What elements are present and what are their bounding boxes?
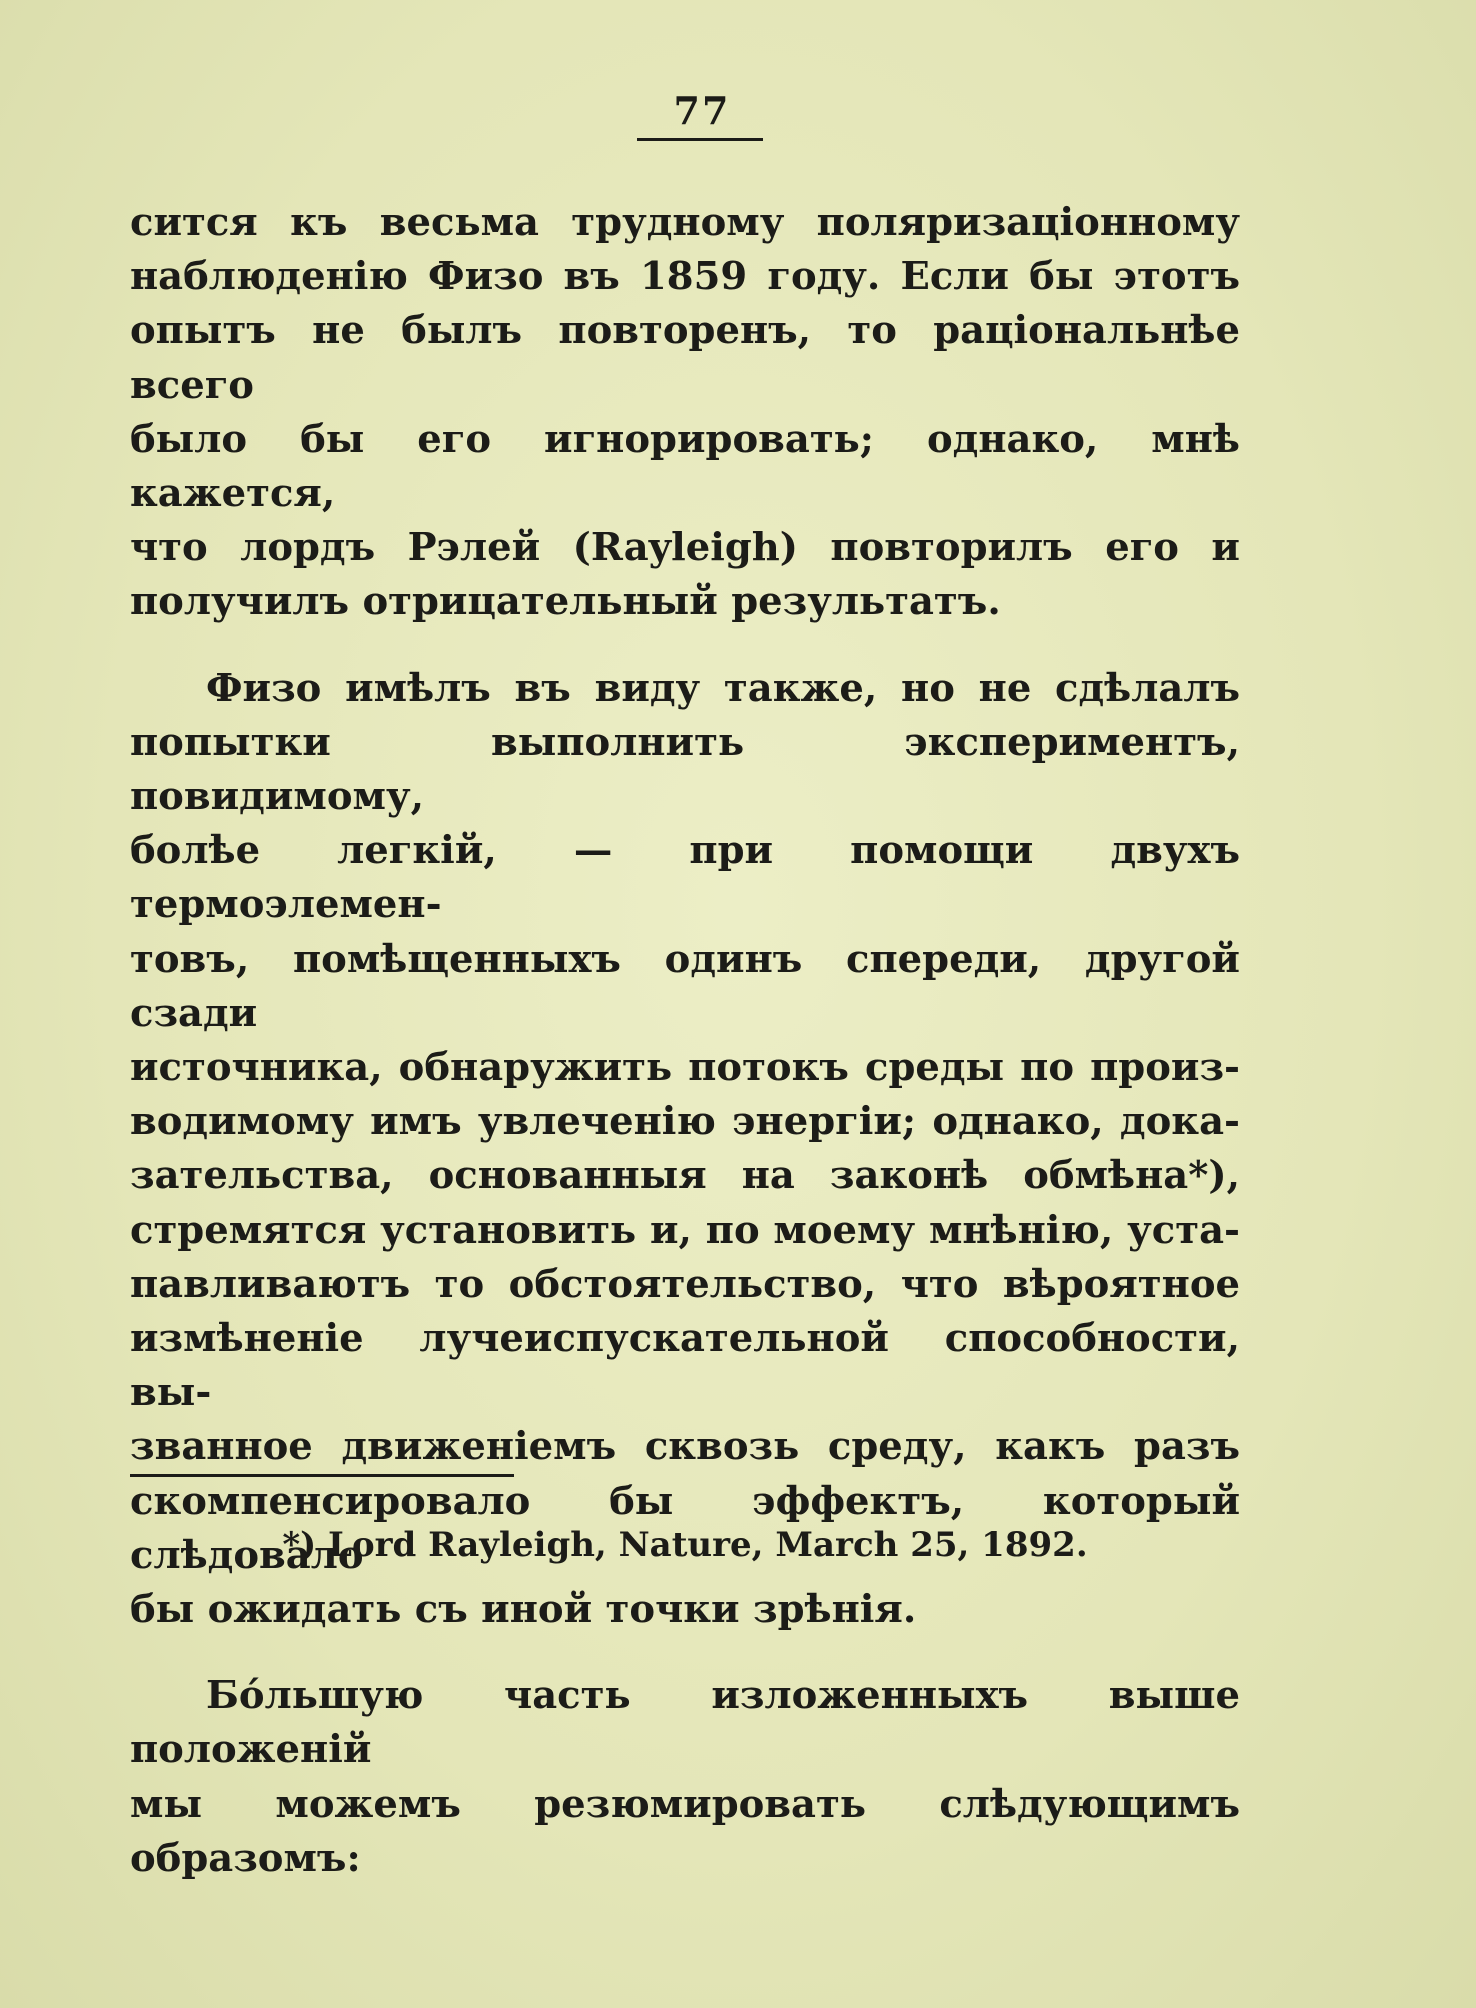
text-line: было бы его игнорировать; однако, мнѣ кажется, [130, 416, 1240, 517]
text-line: скомпенсировало бы эффектъ, который слѣдовало [130, 1478, 1240, 1578]
text-line: измѣненіе лучеиспускательной способности, вы- [130, 1316, 1240, 1416]
paragraph-gap [130, 630, 1240, 662]
text-line: мы можемъ резюмировать слѣдующимъ образомъ: [130, 1781, 1240, 1881]
text-line: наблюденію Физо въ 1859 году. Если бы этотъ [130, 254, 1240, 300]
text-line: Бо́льшую часть изложенныхъ выше положеній [130, 1673, 1240, 1773]
text-line: источника, обнаружить потокъ среды по произ- [130, 1045, 1240, 1091]
page-number: 77 [673, 88, 731, 133]
text-line: званное движеніемъ сквозь среду, какъ разъ [130, 1424, 1240, 1470]
body-text [130, 196, 1240, 1886]
text-line: павливаютъ то обстоятельство, что вѣроятное [130, 1261, 1240, 1307]
text-line: опытъ не былъ повторенъ, то раціональнѣе всего [130, 308, 1240, 408]
text-line: стремятся установить и, по моему мнѣнію, уста- [130, 1207, 1240, 1253]
footnote-separator [130, 1474, 514, 1477]
text-line: болѣе легкій, — при помощи двухъ термоэлемен- [130, 828, 1240, 928]
text-line: бы ожидать съ иной точки зрѣнія. [130, 1587, 917, 1633]
text-line: зательства, основанныя на законѣ обмѣна*), [130, 1153, 1240, 1199]
text-line: Физо имѣлъ въ виду также, но не сдѣлалъ [206, 665, 1240, 711]
text-line: попытки выполнить экспериментъ, повидимому, [130, 719, 1240, 820]
text-line: сится къ весьма трудному поляризаціонному [130, 200, 1240, 245]
text-line: товъ, помѣщенныхъ одинъ спереди, другой сзади [130, 936, 1240, 1036]
paragraph-gap [130, 1637, 1240, 1669]
text-line: водимому имъ увлеченію энергіи; однако, дока- [130, 1099, 1240, 1145]
page-number-underline [637, 138, 763, 141]
footnote: *) Lord Rayleigh, Nature, March 25, 1892. [282, 1525, 1088, 1565]
text-line: получилъ отрицательный результатъ. [130, 579, 1001, 625]
text-line: что лордъ Рэлей (Rayleigh) повторилъ его и [130, 525, 1240, 571]
